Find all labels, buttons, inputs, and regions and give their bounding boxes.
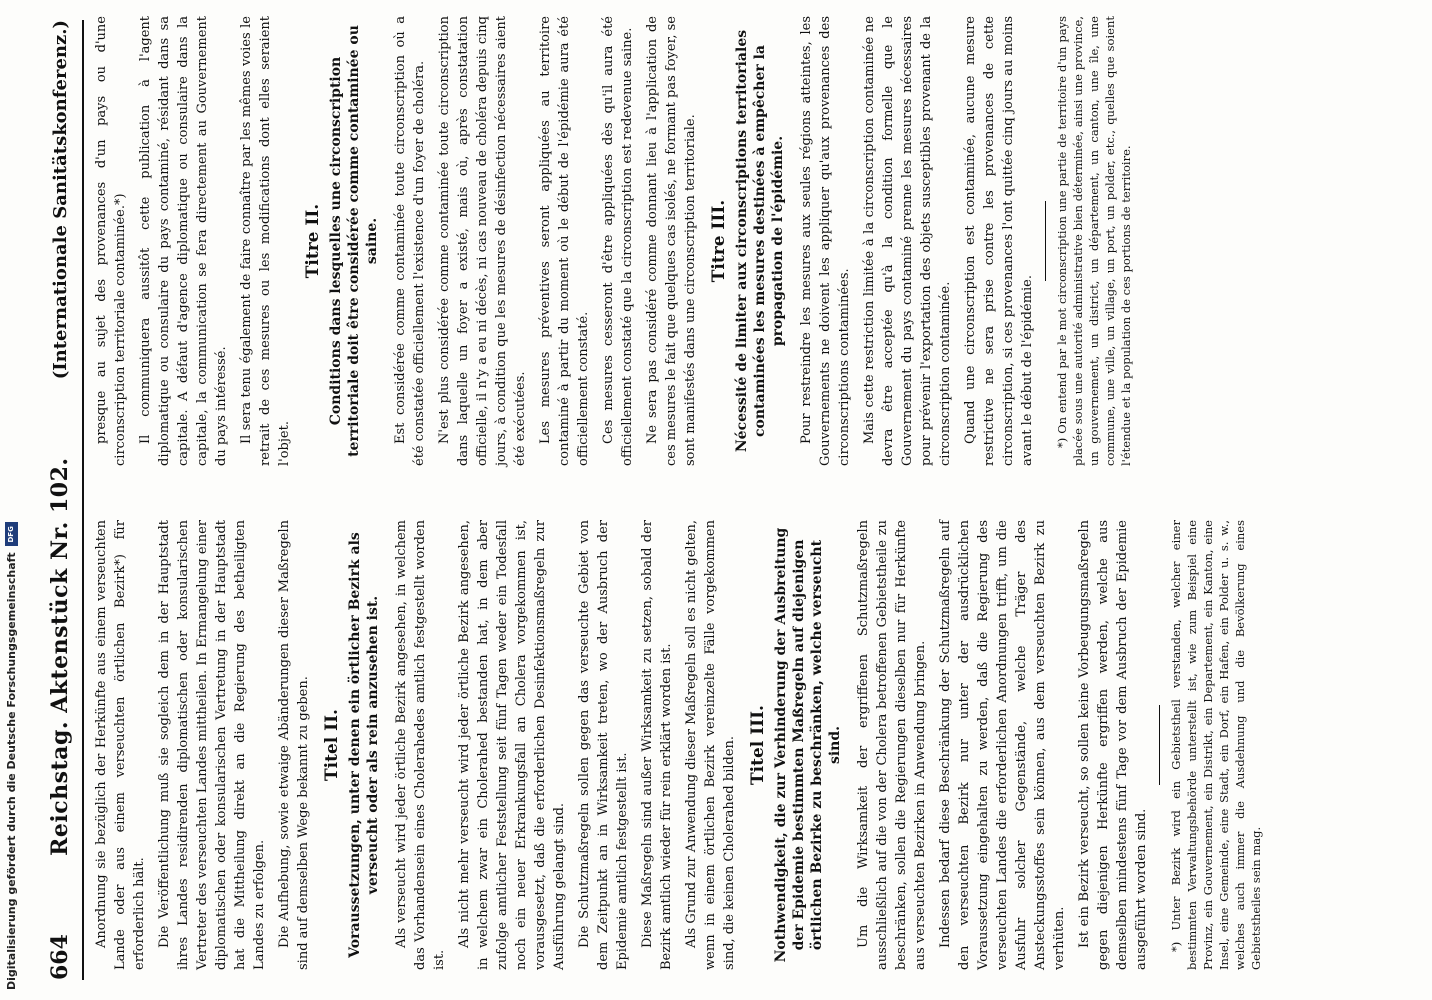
paragraph: Die Veröffentlichung muß sie sogleich dem in der Hauptstadt ihres Landes residirenden diplomatischen oder konsularischen Vertreter des verseuchten Landes mittheilen. In Ermangelung einer diplomatischen oder konsularischen Vertretung in der Hauptstadt hat die Mittheilung direkt an die Regierung des betheiligten Landes zu erfolgen. — [157, 520, 267, 970]
paragraph: Indessen bedarf diese Beschränkung der Schutzmaßregeln auf den verseuchten Bezirk nur unter der ausdrücklichen Voraussetzung eingehalten zu werden, daß die Regierung des verseuchten Landes die erforderlichen Anordnungen trifft, um die Ausfuhr solcher Gegenstände, welche Träger des Ansteckungsstoffes sein können, aus dem verseuchten Bezirk zu verhüten. — [938, 520, 1067, 970]
section-heading: Titel III. — [748, 705, 768, 785]
page-subtitle: (Internationale Sanitätskonferenz.) — [49, 20, 71, 380]
paragraph: Die Aufhebung, sowie etwaige Abänderungen dieser Maßregeln sind auf demselben Wege bekannt zu geben. — [277, 520, 311, 970]
paragraph: Anordnung sie bezüglich der Herkünfte aus einem verseuchten Lande oder aus einem verseuchten örtlichen Bezirk*) für erforderlich hält. — [94, 520, 147, 970]
french-column — [92, 16, 1412, 466]
footnote-separator — [1045, 201, 1046, 281]
paragraph: Quand une circonscription est contaminée, aucune mesure restrictive ne sera prise contre les provenances de cette circonscription, si ces provenances l'ont quittée cinq jours au moins avant le début de l'épidémie. — [963, 16, 1035, 466]
paragraph: Als Grund zur Anwendung dieser Maßregeln soll es nicht gelten, wenn in einem örtlichen Bezirk vereinzelte Fälle vorgekommen sind, die keinen Cholerahed bilden. — [684, 520, 737, 970]
section-subheading: Conditions dans lesquelles une circonscription territoriale doit être considérée comme contaminée ou saine. — [328, 25, 380, 457]
paragraph: Ist ein Bezirk verseucht, so sollen keine Vorbeugungsmaßregeln gegen diejenigen Herkünfte ergriffen werden, welche aus demselben mindestens fünf Tage vor dem Ausbruch der Epidemie ausgeführt worden sind. — [1077, 520, 1149, 970]
page-number: 664 — [47, 934, 73, 980]
footnote: *) Unter Bezirk wird ein Gebietstheil verstanden, welcher einer bestimmten Verwaltungsbehörde unterstellt ist, wie zum Beispiel eine Provinz, ein Gouvernement, ein Distrikt, ein Departement, ein Kanton, eine Insel, eine Gemeinde, eine Stadt, ein Dorf, ein Hafen, ein Polder u. s. w., welches auch immer die Ausdehnung und die Bevölkerung eines Gebietstheiles sein mag. — [1169, 520, 1263, 970]
section-subheading: Nécessité de limiter aux circonscriptions territoriales contaminées les mesures destinées à empêcher la propagation de l'épidémie. — [734, 29, 786, 453]
footnote: *) On entend par le mot circonscription une partie de territoire d'un pays placée sous une autorité administrative bien déterminée, ainsi une province, un gouvernement, un district, un département, un canton, une île, une commune, une ville, un village, un port, un polder, etc., quelles que soient l'étendue et la population de ces portions de territoire. — [1055, 16, 1133, 466]
paragraph: Il sera tenu également de faire connaître par les mêmes voies le retrait de ces mesures ou les modifications dont elles seraient l'objet. — [239, 16, 292, 466]
page-header — [38, 20, 84, 980]
footnote-separator — [1159, 705, 1160, 785]
dfg-logo-icon: DFG — [5, 522, 18, 546]
credit-text: Digitalisierung gefördert durch die Deutsche Forschungsgemeinschaft — [4, 552, 18, 990]
paragraph: Um die Wirksamkeit der ergriffenen Schutzmaßregeln ausschließlich auf die von der Cholera betroffenen Gebietstheile zu beschränken, sollen die Regierungen dieselben nur für Herkünfte aus verseuchten Bezirken in Anwendung bringen. — [856, 520, 928, 970]
paragraph: Als nicht mehr verseucht wird jeder örtliche Bezirk angesehen, in welchem zwar ein Cholerahed bestanden hat, in dem aber zufolge amtlicher Feststellung seit fünf Tagen weder ein Todesfall noch ein neuer Erkrankungsfall an Cholera vorgekommen ist, vorausgesetzt, daß die erforderlichen Desinfektionsmaßregeln zur Ausführung gelangt sind. — [457, 520, 567, 970]
page-title: Reichstag. Aktenstück Nr. 102. — [47, 457, 73, 856]
digitization-credit — [4, 522, 18, 990]
paragraph: Il communiquera aussitôt cette publication à l'agent diplomatique ou consulaire du pays contaminé, résidant dans sa capitale. A défaut d'agence diplomatique ou consulaire dans la capitale, la communication se fera directement au Gouvernement du pays intéressé. — [138, 16, 229, 466]
section-heading: Titre III. — [709, 199, 729, 283]
section-heading: Titre II. — [303, 203, 323, 279]
paragraph: presque au sujet des provenances d'un pays ou d'une circonscription territoriale contaminée.*) — [94, 16, 128, 466]
section-subheading: Nothwendigkeit, die zur Verhinderung der Ausbreitung der Epidemie bestimmten Maßregeln auf diejenigen örtlichen Bezirke zu beschränken, welche verseucht sind. — [773, 527, 843, 963]
paragraph: Ne sera pas considéré comme donnant lieu à l'application de ces mesures le fait que quelques cas isolés, ne formant pas foyer, se sont manifestés dans une circonscription territoriale. — [645, 16, 698, 466]
paragraph: Ces mesures cesseront d'être appliquées dès qu'il aura été officiellement constaté que la circonscription est redevenue saine. — [601, 16, 635, 466]
paragraph: Est considérée comme contaminée toute circonscription où a été constatée officiellement l'existence d'un foyer de choléra. — [393, 16, 427, 466]
paragraph: Als verseucht wird jeder örtliche Bezirk angesehen, in welchem das Vorhandensein eines Cholerahedes amtlich festgestellt worden ist. — [394, 520, 447, 970]
paragraph: N'est plus considérée comme contaminée toute circonscription dans laquelle un foyer a existé, mais où, après constatation officielle, il n'y a eu ni décès, ni cas nouveau de choléra depuis cinq jours, à condition que les mesures de désinfection nécessaires aient été exécutées. — [437, 16, 528, 466]
paragraph: Mais cette restriction limitée à la circonscription contaminée ne devra être acceptée qu'à la condition formelle que le Gouvernement du pays contaminé prenne les mesures nécessaires pour prévenir l'exportation des objets susceptibles provenant de la circonscription contaminée. — [862, 16, 953, 466]
paragraph: Diese Maßregeln sind außer Wirksamkeit zu setzen, sobald der Bezirk amtlich wieder für rein erklärt worden ist. — [640, 520, 674, 970]
section-heading: Titel II. — [322, 709, 342, 781]
paragraph: Die Schutzmaßregeln sollen gegen das verseuchte Gebiet von dem Zeitpunkt an in Wirksamkeit treten, wo der Ausbruch der Epidemie amtlich festgestellt ist. — [577, 520, 630, 970]
paragraph: Les mesures préventives seront appliquées au territoire contaminé à partir du moment où le début de l'épidémie aura été officiellement constaté. — [538, 16, 591, 466]
german-column — [92, 520, 1412, 970]
section-subheading: Voraussetzungen, unter denen ein örtlicher Bezirk als verseucht oder als rein anzusehen ist. — [347, 532, 381, 958]
paragraph: Pour restreindre les mesures aux seules régions atteintes, les Gouvernements ne doivent les appliquer qu'aux provenances des circonscriptions contaminées. — [799, 16, 852, 466]
